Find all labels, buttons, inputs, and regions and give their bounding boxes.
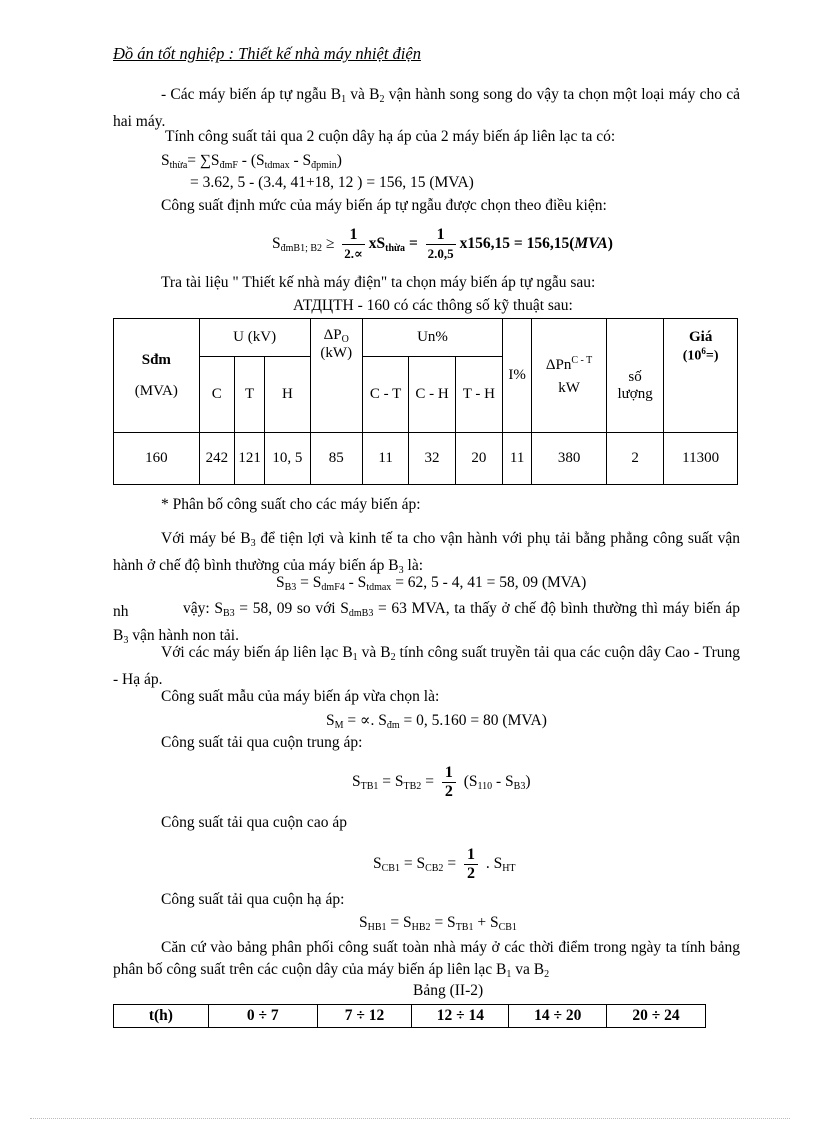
fraction-one-half: $\frac{1}{2}$ [464,846,478,883]
table-cell: 7 ÷ 12 [317,1005,412,1028]
equation-rated-power: $S_{đmB1; B2}$ ≥ $\frac{1}{2.\propto}$ $xS_{thừa}$ = $\frac{1}{2.0,5}$ x156,15 = 156,15(MVA) [272,226,613,261]
header-ch: C - H [409,357,455,433]
fraction-one-half: $\frac{1}{2}$ [442,764,456,801]
table-cell: 11300 [664,433,738,485]
paragraph-distribution-table-intro: Căn cứ vào bảng phân phối công suất toàn nhà máy ở các thời điểm trong ngày ta tính bảng phân bố công suất trên các cuộn dây của máy biến áp liên lạc $B_1$ va $B_2$ [113,939,740,980]
paragraph-medium-voltage: Công suất tải qua cuộn trung áp: [161,734,363,751]
equation-medium-voltage: $S_{TB1} = S_{TB2}$ = $\frac{1}{2}$ $(S_{110} - S_{B3})$ [352,764,531,800]
equation-sample-power: $S_M$ = ∝. $S_{đm} = 0$, 5.160 = 80 (MVA) [326,712,547,731]
paragraph-reference-document: Tra tài liệu " Thiết kế nhà máy điện" ta chọn máy biến áp tự ngẫu sau: [161,274,596,291]
table-cell: 10, 5 [265,433,310,485]
header-t: T [234,357,264,433]
header-short-circuit-loss: ΔPn$^{C - T}$ kW [532,319,607,433]
table-cell: 0 ÷ 7 [208,1005,317,1028]
paragraph-low-voltage-load: Tính công suất tải qua 2 cuộn dây hạ áp của 2 máy biến áp liên lạc ta có: [165,128,616,145]
table-cell: 160 [114,433,200,485]
table-caption: Bảng (II-2) [413,982,484,999]
header-c: C [199,357,234,433]
table-cell: 20 ÷ 24 [607,1005,706,1028]
table-cell: 85 [310,433,362,485]
paragraph-low-voltage: Công suất tải qua cuộn hạ áp: [161,891,345,908]
paragraph-small-transformer: Với máy bé $B_3$ để tiện lợi và kinh tế ta cho vận hành với phụ tải bằng phẳng công suất vận hành ở chế độ bình thường của máy biến áp $B_3$ là: [113,530,740,576]
paragraph-high-voltage: Công suất tải qua cuộn cao áp [161,814,347,831]
header-voltage: U (kV) [199,319,310,357]
table-cell: 20 [455,433,502,485]
transformer-spec-table [113,318,738,485]
equation-low-voltage: $S_{HB1} = S_{HB2} = S_{TB1} + S_{CB1}$ [359,914,517,933]
header-current-percent: I% [503,319,532,433]
equation-surplus-power: $S_{thừa}= \sum S_{đmF} - (S_{tdmax} - S_{đpmin})$ [161,152,342,171]
equation-high-voltage: $S_{CB1} = S_{CB2}$ = $\frac{1}{2}$ . $S_{HT}$ [373,846,516,882]
table-cell: t(h) [114,1005,209,1028]
table-row [114,433,738,485]
header-no-load-loss: $\Delta P_O$ (kW) [310,319,362,433]
header-sdm: Sđm (MVA) [114,319,200,433]
header-ct: C - T [362,357,408,433]
equation-b3-power: $S_{B3} = S_{dmF4} - S_{tdmax} = 62$, 5 - 4, 41 = 58, 09 (MVA) [276,574,587,593]
table-cell: 2 [606,433,663,485]
page-bottom-divider [30,1118,790,1119]
paragraph-parallel-transformers: - Các máy biến áp tự ngẫu $B_1$ và $B_2$ vận hành song song do vậy ta chọn một loại máy cho cả hai máy. [113,86,741,130]
header-quantity: số lượng [606,319,663,433]
header-h: H [265,357,310,433]
table-row [114,1005,706,1028]
fraction-one-over-two-half: $\frac{1}{2.0,5}$ [427,226,454,261]
paragraph-power-distribution-heading: * Phân bố công suất cho các máy biến áp: [161,496,421,513]
table-cell: 12 ÷ 14 [412,1005,509,1028]
fraction-one-over-two-alpha: $\frac{1}{2.\propto}$ [344,226,363,261]
table-cell: 380 [532,433,607,485]
table-cell: 14 ÷ 20 [509,1005,607,1028]
page-header-title: Đồ án tốt nghiệp : Thiết kế nhà máy nhiệt điện [113,44,421,63]
distribution-table [113,1004,706,1028]
paragraph-transformer-model: АТДЦТН - 160 có các thông số kỹ thuật sau: [293,297,573,314]
paragraph-underload: nh vậy: $S_{B3} = 58$, 09 so với $S_{dmB3} = 63$ MVA, ta thấy ở chế độ bình thường thì máy biến áp $B_3$ vận hành non tải. [113,600,740,646]
header-price: Giá $(10^6=)$ [664,319,738,433]
header-short-circuit-voltage: Un% [362,319,502,357]
table-cell: 11 [503,433,532,485]
table-cell: 11 [362,433,408,485]
table-cell: 121 [234,433,264,485]
paragraph-tie-transformers: Với các máy biến áp liên lạc $B_1$ và $B_2$ tính công suất truyền tải qua các cuộn dây Cao - Trung - Hạ áp. [113,644,741,688]
table-cell: 32 [409,433,455,485]
paragraph-sample-power: Công suất mẫu của máy biến áp vừa chọn là: [161,688,440,705]
table-cell: 242 [199,433,234,485]
equation-surplus-value: = 3.62, 5 - (3.4, 41+18, 12 ) = 156, 15 (MVA) [190,174,474,191]
header-th: T - H [455,357,502,433]
paragraph-rated-power-condition: Công suất định mức của máy biến áp tự ngẫu được chọn theo điều kiện: [161,197,607,214]
